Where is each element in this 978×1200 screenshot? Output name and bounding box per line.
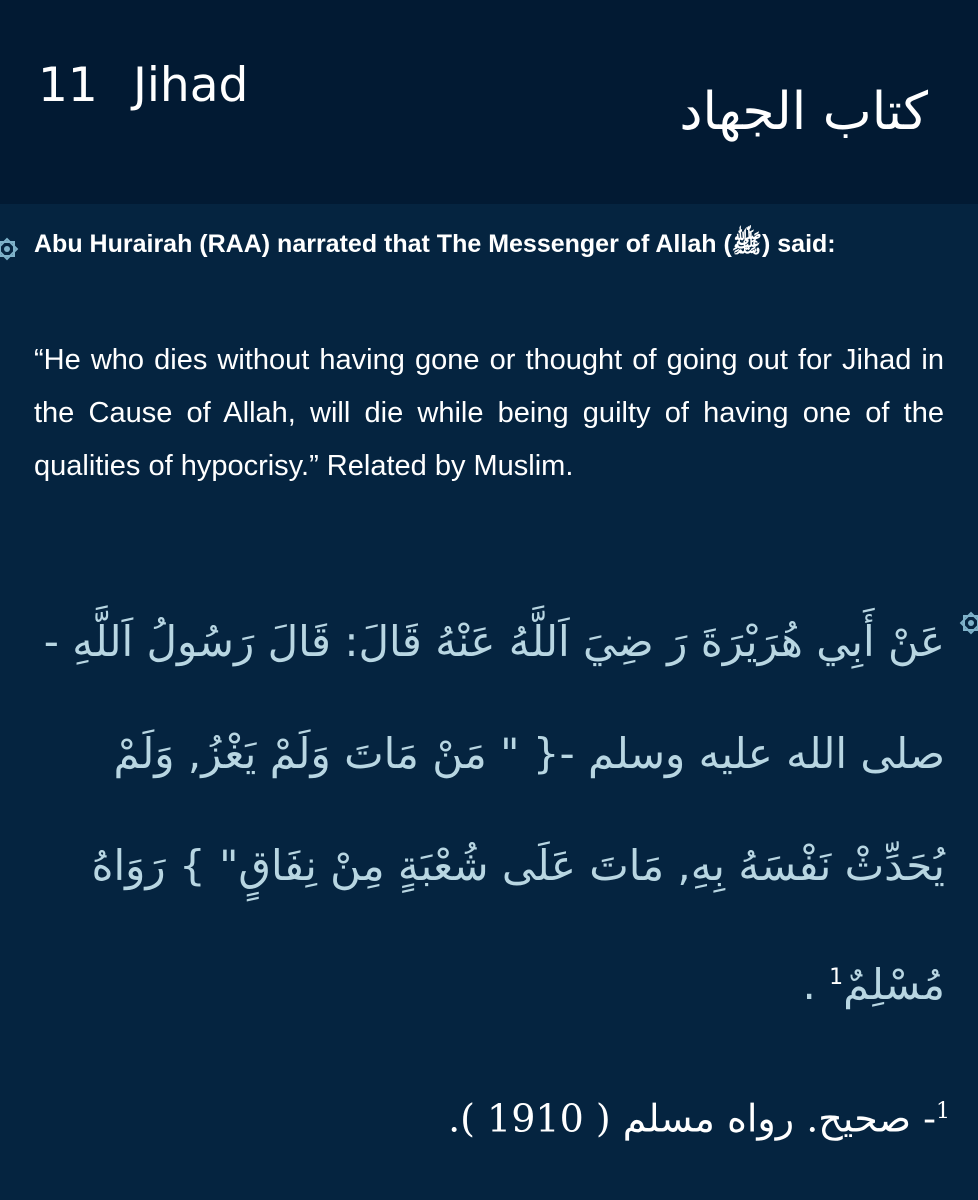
hadith-quote-english: “He who dies without having gone or thought of going out for Jihad in the Cause of Allah, will die while being guilty of having one of the qualities of hypocrisy.” Related by Muslim. [34, 344, 944, 482]
star-ornament-icon [0, 236, 20, 262]
footnote-text: - صحيح. رواه مسلم ( 1910 ). [448, 1096, 936, 1141]
chapter-title-ar: كتاب الجهاد [679, 82, 928, 142]
hadith-arabic-text [30, 586, 945, 1041]
hadith-narrator: Abu Hurairah (RAA) narrated that The Messenger of Allah (ﷺ) said: [34, 230, 836, 258]
footnote [410, 1072, 950, 1159]
chapter-header [0, 0, 978, 204]
arabic-hadith-end: . [802, 960, 830, 1009]
footnote-reference[interactable]: 1 [829, 965, 844, 990]
star-ornament-icon [958, 610, 978, 636]
arabic-hadith-body: عَنْ أَبِي هُرَيْرَةَ رَ ضِيَ اَللَّهُ عَنْهُ قَالَ: قَالَ رَسُولُ اَللَّهِ - صلى الله عليه وسلم -{ " مَنْ مَاتَ وَلَمْ يَغْزُ, وَلَمْ يُحَدِّثْ نَفْسَهُ بِهِ, مَاتَ عَلَى شُعْبَةٍ مِنْ نِفَاقٍ" } رَوَاهُ مُسْلِمٌ [43, 617, 945, 1009]
chapter-number: 11 [38, 58, 98, 113]
chapter-title-en: Jihad [133, 58, 249, 113]
footnote-marker: 1 [936, 1099, 950, 1124]
